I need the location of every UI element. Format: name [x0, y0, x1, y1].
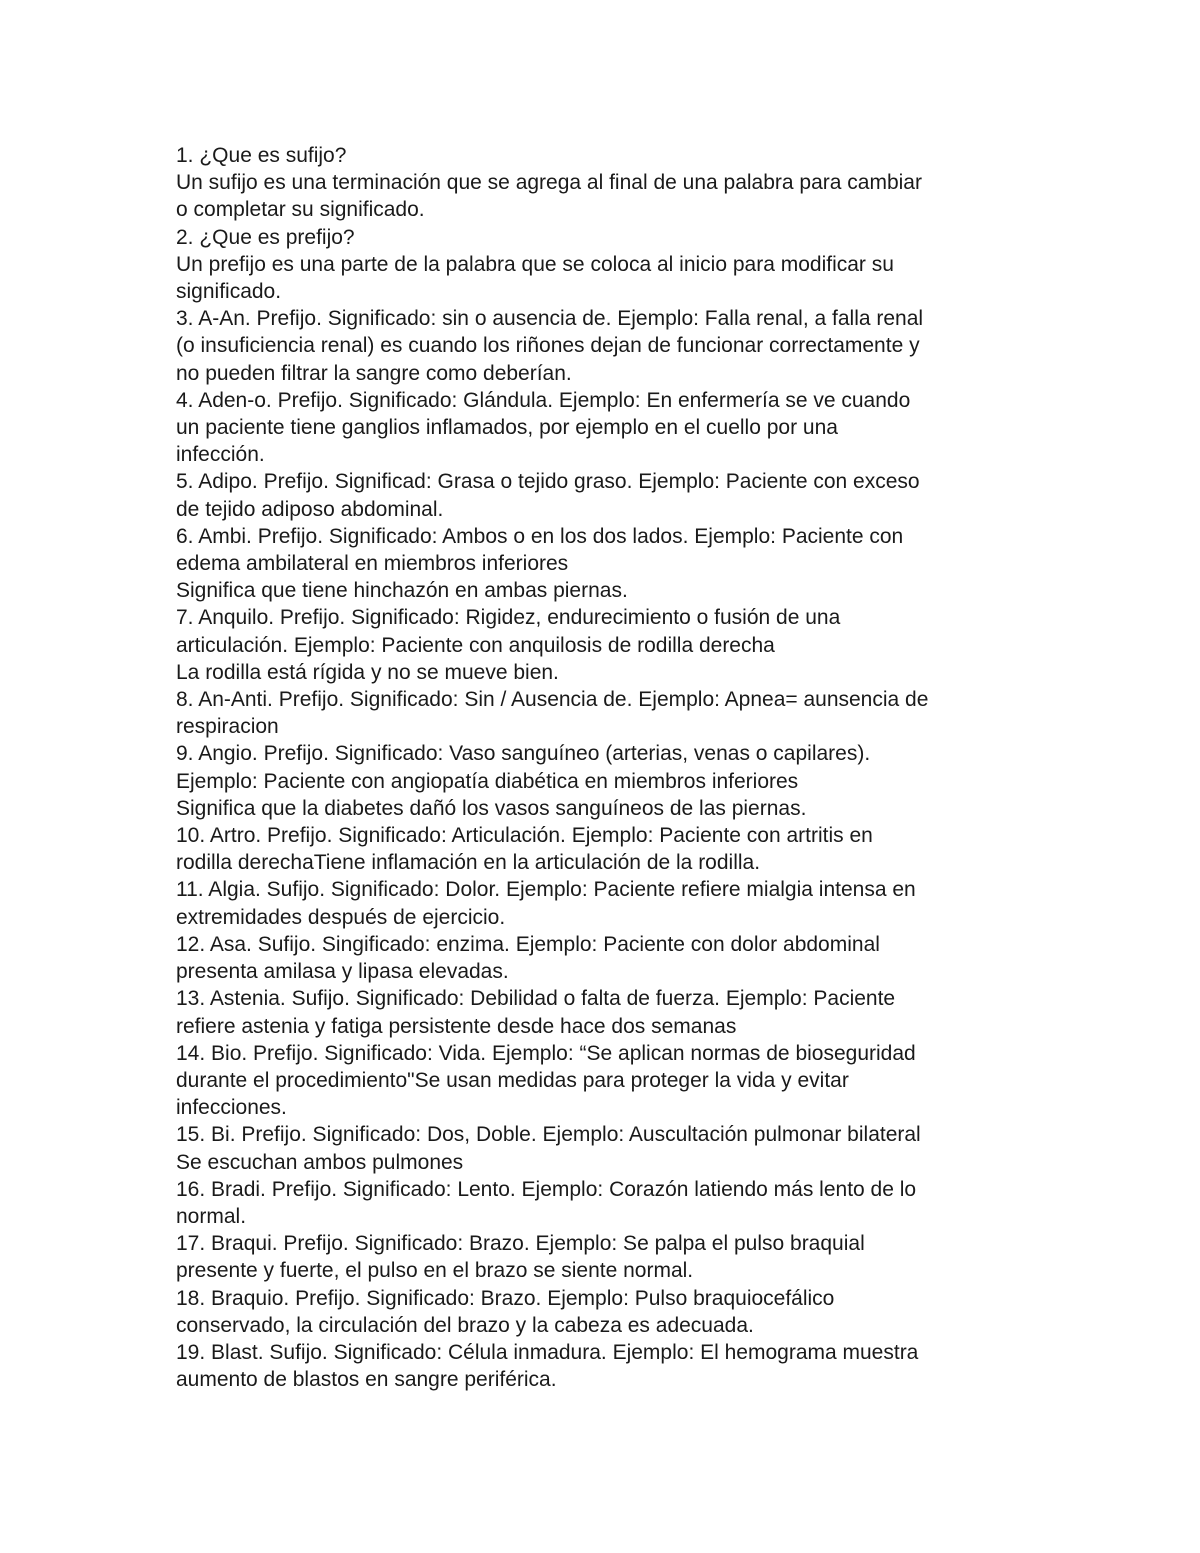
- text-line: 13. Astenia. Sufijo. Significado: Debilidad o falta de fuerza. Ejemplo: Paciente: [176, 987, 896, 1011]
- text-line: La rodilla está rígida y no se mueve bien.: [176, 660, 559, 684]
- text-line: o completar su significado.: [176, 198, 425, 222]
- text-line: 19. Blast. Sufijo. Significado: Célula inmadura. Ejemplo: El hemograma muestra: [176, 1340, 919, 1364]
- text-line: 4. Aden-o. Prefijo. Significado: Glándula. Ejemplo: En enfermería se ve cuando: [176, 388, 911, 412]
- text-line: 18. Braquio. Prefijo. Significado: Brazo. Ejemplo: Pulso braquiocefálico: [176, 1286, 835, 1310]
- text-line: 5. Adipo. Prefijo. Significad: Grasa o tejido graso. Ejemplo: Paciente con exceso: [176, 470, 920, 494]
- text-line: conservado, la circulación del brazo y la cabeza es adecuada.: [176, 1313, 754, 1337]
- text-line: 8. An-Anti. Prefijo. Significado: Sin / Ausencia de. Ejemplo: Apnea= aunsencia de: [176, 688, 929, 712]
- text-line: Se escuchan ambos pulmones: [176, 1150, 464, 1174]
- text-line: 11. Algia. Sufijo. Significado: Dolor. Ejemplo: Paciente refiere mialgia intensa en: [176, 878, 916, 902]
- text-line: significado.: [176, 280, 282, 304]
- text-line: articulación. Ejemplo: Paciente con anquilosis de rodilla derecha: [176, 633, 775, 657]
- text-line: de tejido adiposo abdominal.: [176, 497, 444, 521]
- text-line: normal.: [176, 1204, 247, 1228]
- text-line: Ejemplo: Paciente con angiopatía diabética en miembros inferiores: [176, 769, 799, 793]
- text-line: respiracion: [176, 715, 279, 739]
- text-line: 10. Artro. Prefijo. Significado: Articulación. Ejemplo: Paciente con artritis en: [176, 824, 873, 848]
- text-line: infecciones.: [176, 1096, 287, 1120]
- text-line: 2. ¿Que es prefijo?: [176, 225, 355, 249]
- text-line: 17. Braqui. Prefijo. Significado: Brazo. Ejemplo: Se palpa el pulso braquial: [176, 1232, 865, 1256]
- text-line: (o insuficiencia renal) es cuando los riñones dejan de funcionar correctamente y: [176, 334, 920, 358]
- text-line: 1. ¿Que es sufijo?: [176, 144, 347, 167]
- text-line: 3. A-An. Prefijo. Significado: sin o ausencia de. Ejemplo: Falla renal, a falla renal: [176, 307, 924, 331]
- text-line: presenta amilasa y lipasa elevadas.: [176, 960, 509, 984]
- text-line: rodilla derechaTiene inflamación en la articulación de la rodilla.: [176, 851, 761, 875]
- document-body: [176, 142, 1076, 1393]
- text-line: extremidades después de ejercicio.: [176, 905, 506, 929]
- text-line: Significa que la diabetes dañó los vasos sanguíneos de las piernas.: [176, 796, 807, 820]
- text-line: 14. Bio. Prefijo. Significado: Vida. Ejemplo: “Se aplican normas de bioseguridad: [176, 1041, 916, 1065]
- text-line: no pueden filtrar la sangre como deberían.: [176, 361, 572, 385]
- text-line: 12. Asa. Sufijo. Singificado: enzima. Ejemplo: Paciente con dolor abdominal: [176, 932, 880, 956]
- text-line: 6. Ambi. Prefijo. Significado: Ambos o en los dos lados. Ejemplo: Paciente con: [176, 524, 904, 548]
- text-line: 15. Bi. Prefijo. Significado: Dos, Doble. Ejemplo: Auscultación pulmonar bilateral: [176, 1123, 921, 1147]
- text-line: un paciente tiene ganglios inflamados, por ejemplo en el cuello por una: [176, 416, 838, 440]
- text-line: presente y fuerte, el pulso en el brazo se siente normal.: [176, 1259, 694, 1283]
- text-line: aumento de blastos en sangre periférica.: [176, 1368, 557, 1392]
- text-line: edema ambilateral en miembros inferiores: [176, 552, 569, 576]
- text-line: durante el procedimiento"Se usan medidas para proteger la vida y evitar: [176, 1068, 849, 1092]
- text-line: refiere astenia y fatiga persistente desde hace dos semanas: [176, 1014, 737, 1038]
- text-line: 7. Anquilo. Prefijo. Significado: Rigidez, endurecimiento o fusión de una: [176, 606, 841, 630]
- text-line: 9. Angio. Prefijo. Significado: Vaso sanguíneo (arterias, venas o capilares).: [176, 742, 871, 766]
- text-line: Significa que tiene hinchazón en ambas piernas.: [176, 579, 628, 603]
- text-line: Un sufijo es una terminación que se agrega al final de una palabra para cambiar: [176, 171, 922, 195]
- text-line: infección.: [176, 443, 265, 467]
- text-line: 16. Bradi. Prefijo. Significado: Lento. Ejemplo: Corazón latiendo más lento de lo: [176, 1177, 917, 1201]
- text-line: Un prefijo es una parte de la palabra que se coloca al inicio para modificar su: [176, 252, 894, 276]
